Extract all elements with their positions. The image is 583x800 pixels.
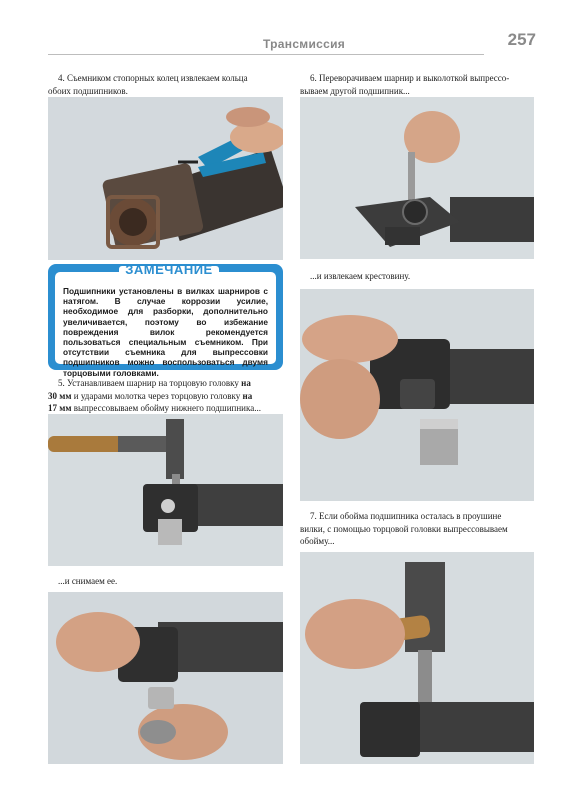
note-box xyxy=(48,262,283,378)
photo-remove-cross xyxy=(300,289,534,501)
step4-line2: обоих подшипников. xyxy=(48,85,128,96)
note-title: ЗАМЕЧАНИЕ xyxy=(125,262,213,277)
step5-size-17: 17 мм xyxy=(48,403,72,413)
note-inner xyxy=(55,262,276,378)
step5-size-30: 30 мм xyxy=(48,390,72,401)
step5-caption xyxy=(48,377,283,415)
note-title-box xyxy=(119,262,219,283)
step7-line2: вилки, с помощью торцовой головки выпрессовываем xyxy=(300,523,508,534)
step7-caption xyxy=(300,510,534,548)
step5-text-c: выпрессовываем обойму нижнего подшипника... xyxy=(73,403,261,413)
step6-cont: ...и извлекаем крестовину. xyxy=(310,271,411,281)
step6-caption xyxy=(300,72,534,97)
step5-text-b: и ударами молотка через торцовую головку xyxy=(73,390,241,401)
step7-line1: 7. Если обойма подшипника осталась в проушине xyxy=(310,511,502,521)
step5-na2: на xyxy=(242,390,253,401)
step4-caption xyxy=(48,72,283,97)
step7-line3: обойму... xyxy=(300,536,335,546)
step5-na1: на xyxy=(241,378,251,388)
photo-snap-ring-pliers xyxy=(48,97,283,260)
note-text: Подшипники установлены в вилках шарниров с натягом. В случае коррозии усилие, необходимое для разборки, дополнительно увеличивается, поэтому во избежание повреждения вилок рекомендуется пользоваться специальным съемником. При отсутствии съемника для выпрессовки подшипников можно воспользоваться двумя торцовыми головками. xyxy=(63,286,268,378)
page-header xyxy=(48,30,536,56)
step6-line1: 6. Переворачиваем шарнир и выколоткой выпрессо- xyxy=(310,73,510,83)
photo-remove-cup xyxy=(48,592,283,764)
photo-hammer-socket xyxy=(48,414,283,566)
step5-cont: ...и снимаем ее. xyxy=(58,576,118,586)
step5-line1 xyxy=(48,377,283,390)
page-number: 257 xyxy=(507,30,536,49)
step4-line1: 4. Съемником стопорных колец извлекаем кольца xyxy=(58,73,248,83)
step6-line2: вываем другой подшипник... xyxy=(300,85,410,96)
photo-drift xyxy=(300,97,534,259)
step5-line3 xyxy=(48,402,283,415)
step5-line2 xyxy=(48,390,283,403)
section-title: Трансмиссия xyxy=(263,37,346,51)
photo-hammer-yoke xyxy=(300,552,534,764)
step5-text-a: 5. Устанавливаем шарнир на торцовую головку xyxy=(58,378,239,388)
header-rule xyxy=(48,54,484,55)
